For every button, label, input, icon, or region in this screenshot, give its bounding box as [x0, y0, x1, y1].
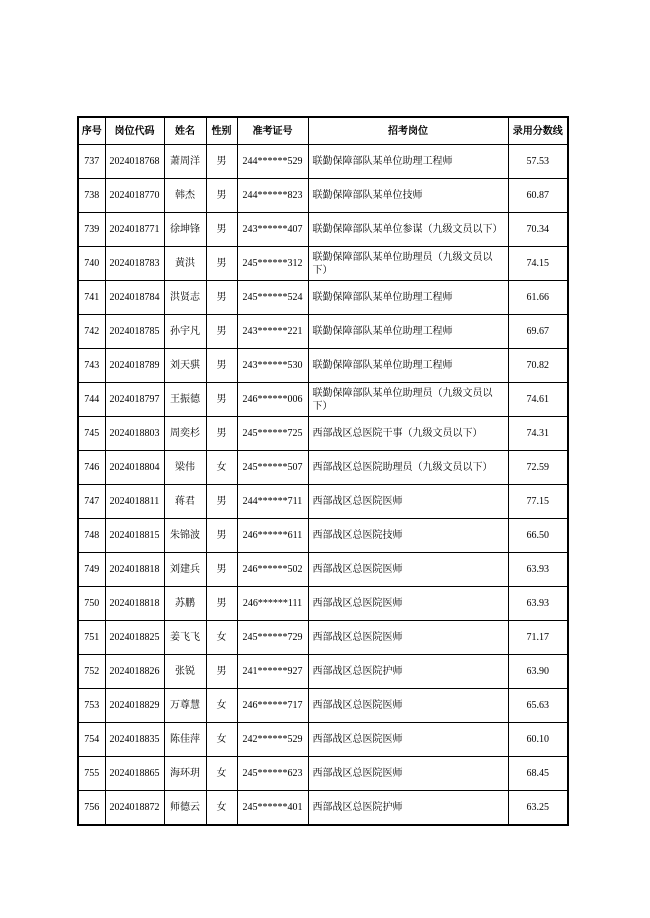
- cell-score: 72.59: [508, 451, 568, 485]
- cell-score: 63.93: [508, 553, 568, 587]
- cell-name: 黄洪: [164, 247, 206, 281]
- cell-code: 2024018818: [105, 553, 164, 587]
- header-cell-position: 招考岗位: [308, 117, 508, 145]
- cell-name: 孙宇凡: [164, 315, 206, 349]
- cell-code: 2024018865: [105, 757, 164, 791]
- cell-name: 师德云: [164, 791, 206, 826]
- cell-code: 2024018797: [105, 383, 164, 417]
- cell-ticket: 242******529: [237, 723, 308, 757]
- cell-name: 梁伟: [164, 451, 206, 485]
- cell-ticket: 244******711: [237, 485, 308, 519]
- cell-code: 2024018789: [105, 349, 164, 383]
- cell-ticket: 245******725: [237, 417, 308, 451]
- cell-seq: 737: [78, 145, 105, 179]
- cell-position: 联勤保障部队某单位技师: [308, 179, 508, 213]
- cell-name: 洪贤志: [164, 281, 206, 315]
- recruitment-score-table: [77, 116, 569, 826]
- cell-position: 西部战区总医院医师: [308, 587, 508, 621]
- cell-seq: 742: [78, 315, 105, 349]
- cell-gender: 女: [206, 451, 237, 485]
- cell-position: 西部战区总医院医师: [308, 723, 508, 757]
- cell-score: 74.61: [508, 383, 568, 417]
- cell-score: 61.66: [508, 281, 568, 315]
- cell-seq: 740: [78, 247, 105, 281]
- cell-name: 陈佳萍: [164, 723, 206, 757]
- table-row: [78, 757, 568, 791]
- header-row: [78, 117, 568, 145]
- cell-score: 60.87: [508, 179, 568, 213]
- cell-seq: 745: [78, 417, 105, 451]
- cell-gender: 男: [206, 315, 237, 349]
- cell-score: 65.63: [508, 689, 568, 723]
- cell-seq: 748: [78, 519, 105, 553]
- cell-gender: 男: [206, 247, 237, 281]
- cell-gender: 男: [206, 587, 237, 621]
- cell-name: 刘天骐: [164, 349, 206, 383]
- cell-name: 蒋君: [164, 485, 206, 519]
- cell-seq: 746: [78, 451, 105, 485]
- cell-score: 70.34: [508, 213, 568, 247]
- cell-gender: 男: [206, 485, 237, 519]
- cell-seq: 756: [78, 791, 105, 826]
- cell-name: 周奕杉: [164, 417, 206, 451]
- cell-position: 联勤保障部队某单位参谋（九级文员以下）: [308, 213, 508, 247]
- header-cell-gender: 性别: [206, 117, 237, 145]
- cell-seq: 747: [78, 485, 105, 519]
- cell-position: 西部战区总医院医师: [308, 689, 508, 723]
- cell-ticket: 245******507: [237, 451, 308, 485]
- cell-seq: 744: [78, 383, 105, 417]
- cell-gender: 男: [206, 519, 237, 553]
- table-row: [78, 587, 568, 621]
- table-row: [78, 383, 568, 417]
- cell-gender: 男: [206, 553, 237, 587]
- cell-score: 70.82: [508, 349, 568, 383]
- cell-ticket: 243******221: [237, 315, 308, 349]
- cell-gender: 女: [206, 723, 237, 757]
- cell-seq: 753: [78, 689, 105, 723]
- cell-code: 2024018811: [105, 485, 164, 519]
- cell-position: 联勤保障部队某单位助理工程师: [308, 281, 508, 315]
- cell-seq: 752: [78, 655, 105, 689]
- cell-ticket: 245******524: [237, 281, 308, 315]
- cell-gender: 男: [206, 145, 237, 179]
- cell-name: 朱锦波: [164, 519, 206, 553]
- table-row: [78, 315, 568, 349]
- cell-name: 徐坤锋: [164, 213, 206, 247]
- cell-gender: 男: [206, 417, 237, 451]
- cell-name: 萧周洋: [164, 145, 206, 179]
- table-row: [78, 451, 568, 485]
- cell-position: 西部战区总医院护师: [308, 655, 508, 689]
- cell-position: 联勤保障部队某单位助理工程师: [308, 349, 508, 383]
- cell-code: 2024018835: [105, 723, 164, 757]
- table-row: [78, 485, 568, 519]
- cell-seq: 754: [78, 723, 105, 757]
- cell-score: 63.90: [508, 655, 568, 689]
- cell-name: 韩杰: [164, 179, 206, 213]
- cell-position: 西部战区总医院干事（九级文员以下）: [308, 417, 508, 451]
- cell-position: 西部战区总医院医师: [308, 553, 508, 587]
- table-row: [78, 349, 568, 383]
- cell-gender: 男: [206, 213, 237, 247]
- cell-name: 刘建兵: [164, 553, 206, 587]
- cell-ticket: 246******006: [237, 383, 308, 417]
- table-row: [78, 553, 568, 587]
- table-row: [78, 281, 568, 315]
- cell-name: 王振德: [164, 383, 206, 417]
- cell-ticket: 246******111: [237, 587, 308, 621]
- cell-name: 姜飞飞: [164, 621, 206, 655]
- cell-ticket: 241******927: [237, 655, 308, 689]
- cell-name: 海环玥: [164, 757, 206, 791]
- cell-ticket: 244******823: [237, 179, 308, 213]
- table-header: [78, 117, 568, 145]
- cell-code: 2024018803: [105, 417, 164, 451]
- table-body: [78, 145, 568, 826]
- cell-score: 66.50: [508, 519, 568, 553]
- cell-name: 苏鹏: [164, 587, 206, 621]
- cell-code: 2024018771: [105, 213, 164, 247]
- table-row: [78, 213, 568, 247]
- cell-gender: 男: [206, 179, 237, 213]
- cell-gender: 男: [206, 349, 237, 383]
- cell-seq: 749: [78, 553, 105, 587]
- cell-code: 2024018826: [105, 655, 164, 689]
- cell-score: 71.17: [508, 621, 568, 655]
- table-row: [78, 723, 568, 757]
- header-cell-seq: 序号: [78, 117, 105, 145]
- cell-position: 联勤保障部队某单位助理员（九级文员以下）: [308, 383, 508, 417]
- cell-seq: 741: [78, 281, 105, 315]
- cell-name: 万尊慧: [164, 689, 206, 723]
- cell-seq: 755: [78, 757, 105, 791]
- cell-code: 2024018815: [105, 519, 164, 553]
- cell-code: 2024018872: [105, 791, 164, 826]
- cell-seq: 739: [78, 213, 105, 247]
- cell-score: 63.25: [508, 791, 568, 826]
- header-cell-code: 岗位代码: [105, 117, 164, 145]
- cell-ticket: 245******623: [237, 757, 308, 791]
- cell-seq: 751: [78, 621, 105, 655]
- cell-ticket: 243******530: [237, 349, 308, 383]
- cell-position: 联勤保障部队某单位助理工程师: [308, 315, 508, 349]
- cell-ticket: 245******729: [237, 621, 308, 655]
- table-row: [78, 519, 568, 553]
- cell-code: 2024018784: [105, 281, 164, 315]
- table-row: [78, 179, 568, 213]
- cell-seq: 743: [78, 349, 105, 383]
- table-row: [78, 621, 568, 655]
- cell-code: 2024018785: [105, 315, 164, 349]
- cell-score: 74.31: [508, 417, 568, 451]
- cell-gender: 女: [206, 757, 237, 791]
- header-cell-score: 录用分数线: [508, 117, 568, 145]
- cell-name: 张锐: [164, 655, 206, 689]
- cell-score: 77.15: [508, 485, 568, 519]
- cell-ticket: 246******502: [237, 553, 308, 587]
- cell-position: 西部战区总医院医师: [308, 621, 508, 655]
- table-row: [78, 689, 568, 723]
- cell-ticket: 244******529: [237, 145, 308, 179]
- cell-code: 2024018825: [105, 621, 164, 655]
- cell-code: 2024018804: [105, 451, 164, 485]
- table-row: [78, 655, 568, 689]
- cell-score: 68.45: [508, 757, 568, 791]
- cell-ticket: 246******717: [237, 689, 308, 723]
- cell-gender: 男: [206, 655, 237, 689]
- cell-code: 2024018768: [105, 145, 164, 179]
- cell-position: 西部战区总医院医师: [308, 485, 508, 519]
- cell-ticket: 246******611: [237, 519, 308, 553]
- cell-gender: 男: [206, 383, 237, 417]
- cell-position: 西部战区总医院医师: [308, 757, 508, 791]
- cell-position: 西部战区总医院助理员（九级文员以下）: [308, 451, 508, 485]
- cell-code: 2024018818: [105, 587, 164, 621]
- cell-score: 69.67: [508, 315, 568, 349]
- cell-ticket: 245******401: [237, 791, 308, 826]
- cell-code: 2024018783: [105, 247, 164, 281]
- cell-code: 2024018829: [105, 689, 164, 723]
- cell-position: 联勤保障部队某单位助理工程师: [308, 145, 508, 179]
- header-cell-name: 姓名: [164, 117, 206, 145]
- header-cell-ticket: 准考证号: [237, 117, 308, 145]
- cell-score: 74.15: [508, 247, 568, 281]
- cell-position: 西部战区总医院护师: [308, 791, 508, 826]
- cell-position: 西部战区总医院技师: [308, 519, 508, 553]
- cell-gender: 男: [206, 281, 237, 315]
- cell-score: 63.93: [508, 587, 568, 621]
- cell-score: 60.10: [508, 723, 568, 757]
- cell-code: 2024018770: [105, 179, 164, 213]
- cell-ticket: 243******407: [237, 213, 308, 247]
- cell-gender: 女: [206, 791, 237, 826]
- table-row: [78, 145, 568, 179]
- cell-gender: 女: [206, 621, 237, 655]
- cell-ticket: 245******312: [237, 247, 308, 281]
- table-row: [78, 247, 568, 281]
- table-row: [78, 417, 568, 451]
- cell-gender: 女: [206, 689, 237, 723]
- cell-position: 联勤保障部队某单位助理员（九级文员以下）: [308, 247, 508, 281]
- table-row: [78, 791, 568, 826]
- cell-seq: 750: [78, 587, 105, 621]
- cell-seq: 738: [78, 179, 105, 213]
- cell-score: 57.53: [508, 145, 568, 179]
